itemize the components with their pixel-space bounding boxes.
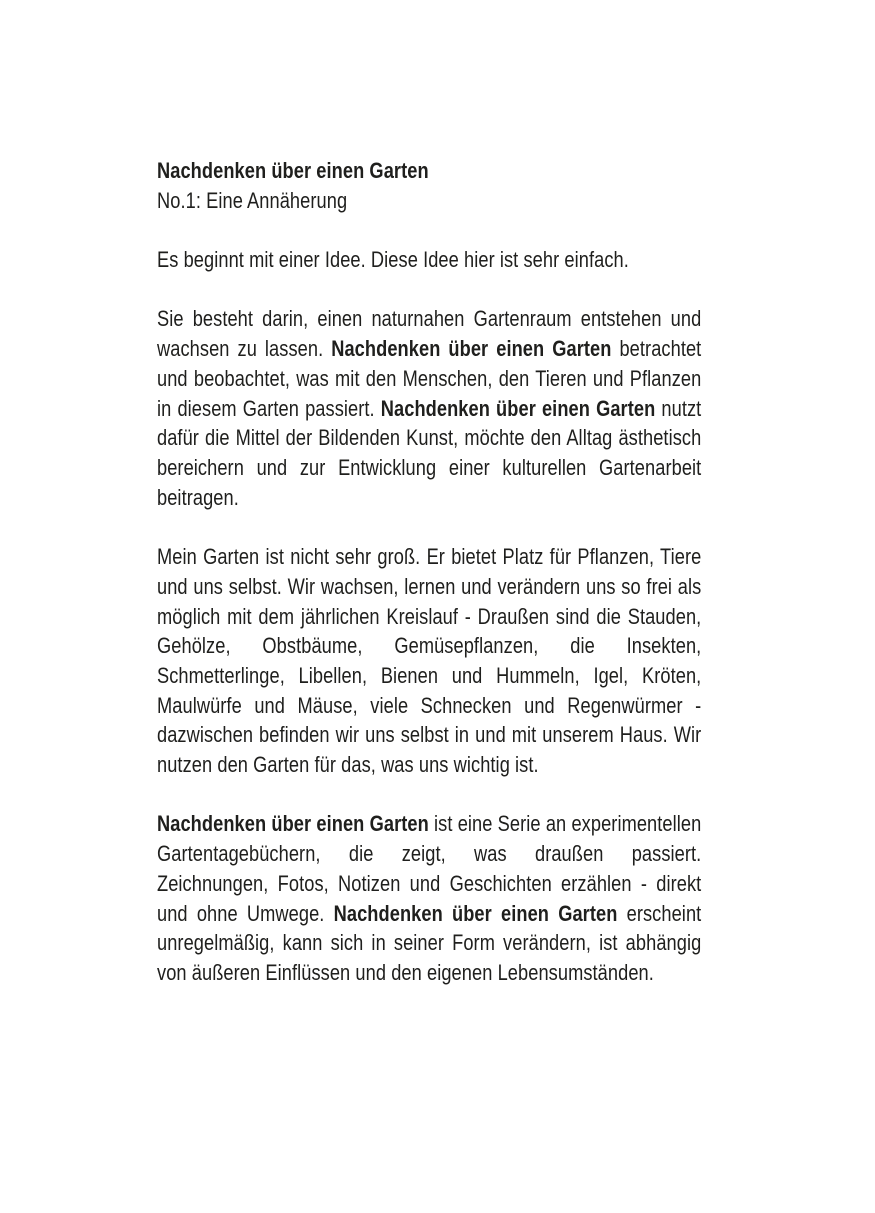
paragraph <box>157 304 701 512</box>
text-run: Sie besteht darin, einen naturnahen Gartenraum entstehen und wachsen zu lassen. <box>157 306 702 362</box>
bold-run: Nachdenken über einen Garten <box>157 811 429 837</box>
document-subtitle: No.1: Eine Annäherung <box>157 187 348 213</box>
bold-run: Nachdenken über einen Garten <box>380 395 656 421</box>
text-run: ist eine Serie an experimentellen Gartentagebüchern, die zeigt, was draußen passiert. Zeichnungen, Fotos, Notizen und Geschichten erzählen - direkt und ohne Umwege. <box>157 811 702 926</box>
text-block <box>157 156 701 988</box>
text-run: betrachtet und beobachtet, was mit den Menschen, den Tieren und Pflanzen in diesem Garten passiert. <box>157 336 702 421</box>
document-title: Nachdenken über einen Garten <box>157 158 429 183</box>
bold-run: Nachdenken über einen Garten <box>331 336 612 362</box>
text-run: Mein Garten ist nicht sehr groß. Er bietet Platz für Pflanzen, Tiere und uns selbst. Wir wachsen, lernen und verändern uns so frei als möglich mit dem jährlichen Kreislauf - Draußen sind die Stauden, Gehölze, Obstbäume, Gemüsepflanzen, die Insekten, Schmetterlinge, Libellen, Bienen und Hummeln, Igel, Kröten, Maulwürfe und Mäuse, viele Schnecken und Regenwürmer - dazwischen befinden wir uns selbst in und mit unserem Haus. Wir nutzen den Garten für das, was uns wichtig ist. <box>157 544 702 778</box>
paragraphs-container <box>157 245 701 988</box>
text-run: erscheint unregelmäßig, kann sich in seiner Form verändern, ist abhängig von äußeren Einflüssen und den eigenen Lebensumständen. <box>157 900 702 985</box>
text-run: Es beginnt mit einer Idee. Diese Idee hier ist sehr einfach. <box>157 247 629 273</box>
paragraph <box>157 809 701 987</box>
text-run: nutzt dafür die Mittel der Bildenden Kunst, möchte den Alltag ästhetisch bereichern und zur Entwicklung einer kulturellen Gartenarbeit beitragen. <box>157 395 702 510</box>
bold-run: Nachdenken über einen Garten <box>333 900 618 926</box>
paragraph <box>157 542 701 780</box>
paragraph <box>157 245 701 275</box>
